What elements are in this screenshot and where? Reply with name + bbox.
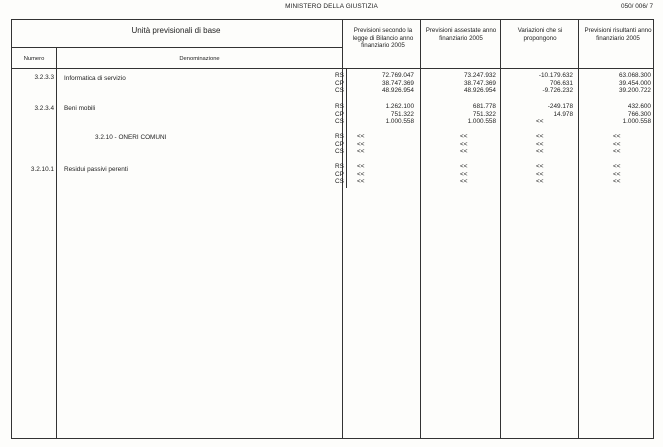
row-col1-cs: 48.926.954 xyxy=(382,87,414,94)
header-col2: Previsioni assestate anno finanziario 2005 xyxy=(425,27,497,42)
row-denominazione: Informatica di servizio xyxy=(64,75,126,82)
row-col3-cp: << xyxy=(536,140,544,148)
row-col1-rs: 1.262.100 xyxy=(385,103,414,110)
row-numero: 3.2.3.3 xyxy=(34,74,54,81)
row-col4-cp: << xyxy=(613,140,621,148)
row-col1-cs: << xyxy=(357,148,365,155)
row-col3-rs: << xyxy=(536,163,544,170)
row-col3-cs: << xyxy=(536,118,544,125)
col3-divider xyxy=(578,19,579,439)
row-col2-cs: 48.926.954 xyxy=(464,87,496,94)
row-col2-cp: << xyxy=(460,140,468,148)
row-col1-rs: << xyxy=(357,163,365,170)
row-col3-cs: << xyxy=(536,148,544,155)
row-type-rs: RS xyxy=(335,163,344,170)
header-bottom-rule xyxy=(11,68,654,69)
row-col3-cp: << xyxy=(536,170,544,178)
page-code: 050/ 006/ 7 xyxy=(621,3,653,10)
row-denominazione: Beni mobili xyxy=(64,105,96,112)
row-col1-cp: << xyxy=(357,170,365,178)
row-col2-cp: << xyxy=(460,170,468,178)
row-type-rs: RS xyxy=(335,133,344,140)
row-col2-rs: 73.247.932 xyxy=(464,72,496,79)
row-col1-rs: 72.769.047 xyxy=(382,72,414,79)
row-col4-cs: 39.200.722 xyxy=(619,87,651,94)
row-type-cs: CS xyxy=(335,87,344,94)
header-col4: Previsioni risultanti anno finanziario 2005 xyxy=(584,27,652,42)
row-type-cp: CP xyxy=(335,79,344,87)
row-col2-cp: 751.322 xyxy=(472,110,496,118)
row-type-cs: CS xyxy=(335,178,344,185)
row-col3-rs: << xyxy=(536,133,544,140)
header-col1: Previsioni secondo la legge di Bilancio anno finanziario 2005 xyxy=(352,27,414,49)
ministry-title: MINISTERO DELLA GIUSTIZIA xyxy=(285,3,378,10)
row-col4-cp: 39.454.000 xyxy=(619,79,651,87)
col1-divider xyxy=(420,19,421,439)
row-col2-rs: << xyxy=(460,163,468,170)
row-col1-cp: 751.322 xyxy=(390,110,414,118)
row-denominazione: Residui passivi perenti xyxy=(64,166,128,173)
row-col4-rs: 63.068.300 xyxy=(619,72,651,79)
row-col3-cs: -9.726.232 xyxy=(542,87,573,94)
row-type-rs: RS xyxy=(335,72,344,79)
row-col4-rs: << xyxy=(613,133,621,140)
row-col1-cs: 1.000.558 xyxy=(385,118,414,125)
col2-divider xyxy=(500,19,501,439)
row-col1-cp: << xyxy=(357,140,365,148)
group-header-divider xyxy=(11,47,342,48)
row-col2-rs: 681.778 xyxy=(472,103,496,110)
row-col4-cp: 766.300 xyxy=(627,110,651,118)
header-unita-previsionali: Unità previsionali di base xyxy=(131,26,221,35)
row-col2-rs: << xyxy=(460,133,468,140)
row-type-cp: CP xyxy=(335,140,344,148)
row-col4-cp: << xyxy=(613,170,621,178)
row-col3-cp: 14.978 xyxy=(553,110,573,118)
row-col4-rs: 432.600 xyxy=(627,103,651,110)
row-col2-cp: 38.747.369 xyxy=(464,79,496,87)
row-numero: 3.2.10.1 xyxy=(30,166,54,173)
row-col2-cs: 1.000.558 xyxy=(467,118,496,125)
row-col4-cs: << xyxy=(613,178,621,185)
row-col4-cs: << xyxy=(613,148,621,155)
row-col3-cp: 706.631 xyxy=(549,79,573,87)
header-numero: Numero xyxy=(23,56,45,62)
row-denominazione: 3.2.10 - ONERI COMUNI xyxy=(95,134,167,141)
row-col3-cs: << xyxy=(536,178,544,185)
row-type-cs: CS xyxy=(335,148,344,155)
header-col3: Variazioni che si propongono xyxy=(517,27,563,42)
row-col4-rs: << xyxy=(613,163,621,170)
row-col1-cs: << xyxy=(357,178,365,185)
row-type-cp: CP xyxy=(335,170,344,178)
row-col3-rs: -249.178 xyxy=(547,103,573,110)
row-col1-cp: 38.747.369 xyxy=(382,79,414,87)
row-col3-rs: -10.179.632 xyxy=(538,72,573,79)
row-col1-rs: << xyxy=(357,133,365,140)
row-col2-cs: << xyxy=(460,178,468,185)
row-numero: 3.2.3.4 xyxy=(34,105,54,112)
row-col4-cs: 1.000.558 xyxy=(622,118,651,125)
numero-column-divider xyxy=(56,47,57,439)
row-type-cs: CS xyxy=(335,118,344,125)
row-type-rs: RS xyxy=(335,103,344,110)
row-col2-cs: << xyxy=(460,148,468,155)
row-type-cp: CP xyxy=(335,110,344,118)
header-denominazione: Denominazione xyxy=(179,56,220,62)
